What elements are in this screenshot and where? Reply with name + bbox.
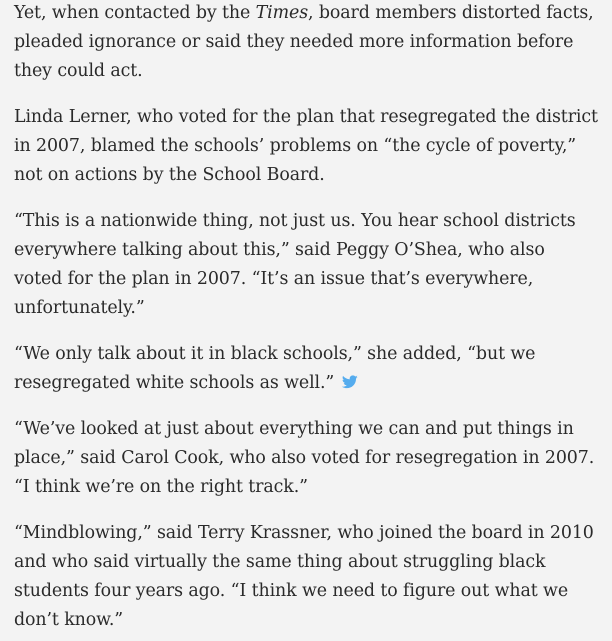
paragraph-5: “We’ve looked at just about everything we can and put things in place,” said Carol Cook, who also voted for resegregation in 2007. “I think we’re on the right track.”	[14, 419, 595, 497]
paragraph-1	[14, 0, 598, 86]
paragraph-1-text-after: , board members distorted facts, pleaded ignorance or said they needed more information before they could act.	[14, 3, 594, 81]
newspaper-name: Times	[255, 3, 309, 23]
twitter-bird-icon[interactable]	[342, 375, 358, 389]
paragraph-2: Linda Lerner, who voted for the plan that resegregated the district in 2007, blamed the schools’ problems on “the cycle of poverty,” not on actions by the School Board.	[14, 107, 598, 185]
paragraph-6: “Mindblowing,” said Terry Krassner, who joined the board in 2010 and who said virtually the same thing about struggling black students four years ago. “I think we need to figure out what we don’t know.”	[14, 523, 594, 630]
tweetable-quote: “We only talk about it in black schools,” she added, “but we resegregated white schools as well.”	[14, 344, 536, 393]
paragraph-4	[14, 340, 598, 398]
paragraph-3: “This is a nationwide thing, not just us. You hear school districts everywhere talking about this,” said Peggy O’Shea, who also voted for the plan in 2007. “It’s an issue that’s everywhere, unfortunately.”	[14, 211, 576, 318]
paragraph-1-text-before: Yet, when contacted by the	[14, 3, 256, 23]
